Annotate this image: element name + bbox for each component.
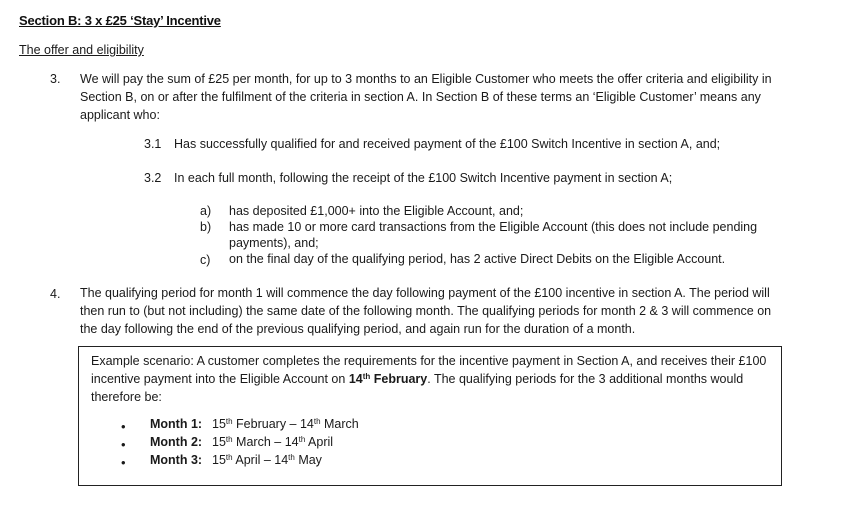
month-3-dates: 15th April – 14th May <box>212 453 322 467</box>
bullet-icon: • <box>121 419 126 434</box>
clause-3-1-number: 3.1 <box>144 137 162 151</box>
clause-3-2-number: 3.2 <box>144 171 162 185</box>
clause-4-line: then run to (but not including) the same date of the following month. The qualifying periods for month 2 & 3 will commence on <box>80 304 772 318</box>
clause-4-text <box>80 284 771 338</box>
sub-item-a-text: has deposited £1,000+ into the Eligible Account, and; <box>229 204 524 218</box>
sub-item-a-letter: a) <box>200 204 212 218</box>
example-scenario-text <box>91 352 766 406</box>
clause-3-line: Section B, on or after the fulfilment of the criteria in section A. In Section B of these terms an ‘Eligible Customer’ means any <box>80 90 761 104</box>
clause-3-2-text: In each full month, following the receipt of the £100 Switch Incentive payment in section A; <box>174 171 673 185</box>
bullet-icon: • <box>121 437 126 452</box>
example-line <box>91 370 766 388</box>
section-title: Section B: 3 x £25 ‘Stay’ Incentive <box>19 13 221 28</box>
example-line-text: . The qualifying periods for the 3 additional months would <box>427 372 744 386</box>
example-payment-date: 14th February <box>348 372 428 386</box>
sub-item-b-letter: b) <box>200 220 212 234</box>
clause-3-line: We will pay the sum of £25 per month, for up to 3 months to an Eligible Customer who meets the offer criteria and eligibility in <box>80 72 772 86</box>
month-1-label: Month 1: <box>150 417 203 431</box>
clause-4-number: 4. <box>50 287 61 301</box>
month-2-label: Month 2: <box>150 435 203 449</box>
example-line: Example scenario: A customer completes the requirements for the incentive payment in Section A, and receives their £100 <box>91 354 767 368</box>
clause-4-line: The qualifying period for month 1 will commence the day following payment of the £100 incentive in section A. The period will <box>80 286 770 300</box>
example-line: therefore be: <box>91 390 162 404</box>
bullet-icon: • <box>121 455 126 470</box>
sub-item-c-letter: c) <box>200 253 211 267</box>
clause-3-number: 3. <box>50 72 61 86</box>
month-3-label: Month 3: <box>150 453 203 467</box>
clause-3-line: applicant who: <box>80 108 160 122</box>
sub-item-b-line: has made 10 or more card transactions from the Eligible Account (this does not include pending <box>229 220 758 234</box>
sub-item-c-text: on the final day of the qualifying period, has 2 active Direct Debits on the Eligible Account. <box>229 252 726 266</box>
month-1-dates: 15th February – 14th March <box>212 417 359 431</box>
clause-4-line: the day following the end of the previous qualifying period, and again run for the duration of a month. <box>80 322 636 336</box>
clause-3-1-text: Has successfully qualified for and received payment of the £100 Switch Incentive in section A, and; <box>174 137 721 151</box>
example-line-text: incentive payment into the Eligible Account on <box>91 372 349 386</box>
sub-item-b-line: payments), and; <box>229 236 319 250</box>
month-2-dates: 15th March – 14th April <box>212 435 334 449</box>
sub-item-b-text <box>229 219 757 251</box>
offer-eligibility-subtitle: The offer and eligibility <box>19 43 144 57</box>
clause-3-text <box>80 70 772 124</box>
